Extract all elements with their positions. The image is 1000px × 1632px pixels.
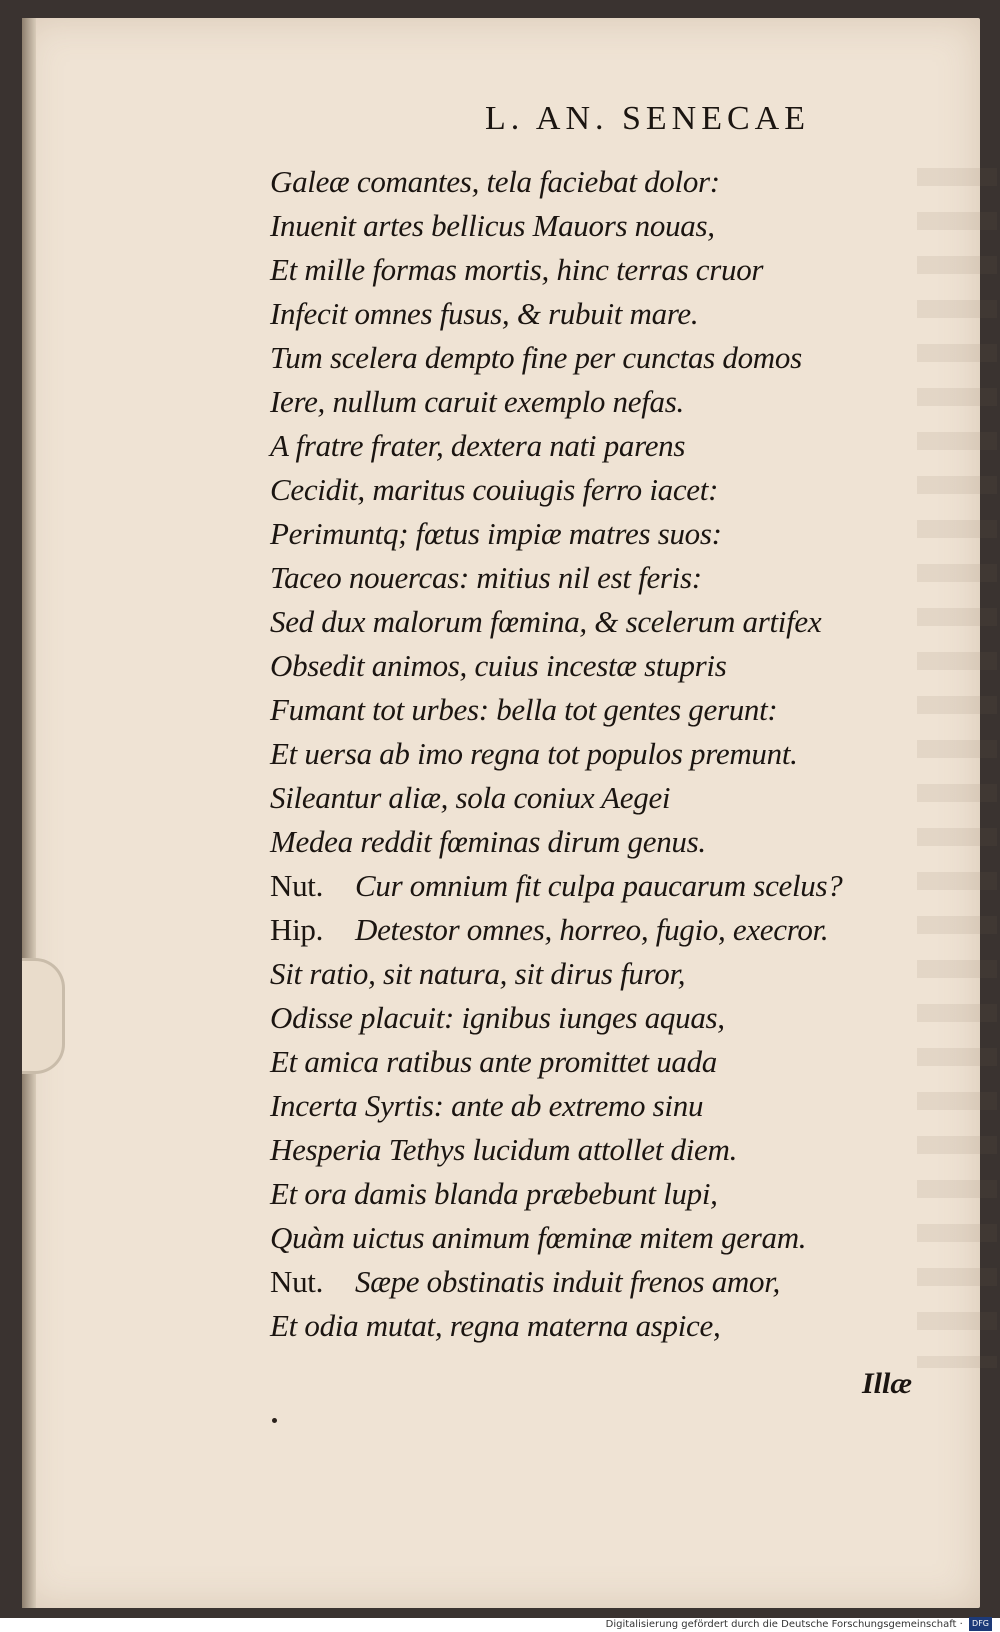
verse-line <box>270 952 910 996</box>
verse-line <box>270 512 910 556</box>
verse-text: Odisse placuit: ignibus iunges aquas, <box>270 1000 725 1035</box>
verse-line <box>270 160 910 204</box>
verse-text: Hesperia Tethys lucidum attollet diem. <box>270 1132 738 1167</box>
verse-text: Taceo nouercas: mitius nil est feris: <box>270 560 702 595</box>
verse-line <box>270 556 910 600</box>
verse-text: Et odia mutat, regna materna aspice, <box>270 1308 721 1343</box>
verse-line <box>270 908 910 952</box>
verse-text: Et mille formas mortis, hinc terras cruor <box>270 252 764 287</box>
verse-line <box>270 248 910 292</box>
verse-text: Detestor omnes, horreo, fugio, execror. <box>355 912 829 947</box>
ink-show-through <box>917 168 997 1368</box>
verse-line <box>270 336 910 380</box>
digitization-footer <box>606 1617 992 1631</box>
speaker-label: Hip. <box>270 912 324 947</box>
verse-text: Sileantur aliæ, sola coniux Aegei <box>270 780 671 815</box>
verse-text: Sed dux malorum fœmina, & scelerum artifex <box>270 604 822 639</box>
verse-text: Obsedit animos, cuius incestæ stupris <box>270 648 727 683</box>
verse-line <box>270 1172 910 1216</box>
page-clip <box>22 958 65 1074</box>
verse-line <box>270 292 910 336</box>
verse-line <box>270 1128 910 1172</box>
speaker-label: Nut. <box>270 868 324 903</box>
footer-separator: · <box>956 1619 967 1630</box>
verse-text: Infecit omnes fusus, & rubuit mare. <box>270 296 699 331</box>
verse-line <box>270 1216 910 1260</box>
verse-line <box>270 688 910 732</box>
verse-line <box>270 996 910 1040</box>
verse-line <box>270 732 910 776</box>
verse-line <box>270 204 910 248</box>
verse-text: Quàm uictus animum fœminæ mitem geram. <box>270 1220 807 1255</box>
running-title: L. AN. SENECAE <box>485 100 810 137</box>
footer-text: Digitalisierung gefördert durch die Deutsche Forschungsgemeinschaft <box>605 1619 957 1630</box>
verse-line <box>270 776 910 820</box>
verse-text: Medea reddit fœminas dirum genus. <box>270 824 706 859</box>
dfg-logo: DFG <box>969 1617 992 1631</box>
verse-line <box>270 600 910 644</box>
verse-line <box>270 424 910 468</box>
verse-text: Galeæ comantes, tela faciebat dolor: <box>270 164 720 199</box>
page-gutter-edge <box>22 18 36 1608</box>
verse-line <box>270 864 910 908</box>
verse-line <box>270 1084 910 1128</box>
verse-text: Inuenit artes bellicus Mauors nouas, <box>270 208 715 243</box>
verse-text: Incerta Syrtis: ante ab extremo sinu <box>270 1088 704 1123</box>
verse-text: Sæpe obstinatis induit frenos amor, <box>355 1264 780 1299</box>
speaker-label: Nut. <box>270 1264 324 1299</box>
verse-text: Sit ratio, sit natura, sit dirus furor, <box>270 956 686 991</box>
verse-text: Et uersa ab imo regna tot populos premunt. <box>270 736 798 771</box>
verse-text: Cecidit, maritus couiugis ferro iacet: <box>270 472 719 507</box>
verse-text: Tum scelera dempto fine per cunctas domos <box>270 340 802 375</box>
verse-text: Iere, nullum caruit exemplo nefas. <box>270 384 684 419</box>
ink-dot <box>272 1418 277 1423</box>
verse-line <box>270 1040 910 1084</box>
verse-line <box>270 468 910 512</box>
verse-text: Cur omnium fit culpa paucarum scelus? <box>355 868 843 903</box>
verse-text: Et ora damis blanda præbebunt lupi, <box>270 1176 718 1211</box>
verse-line <box>270 1260 910 1304</box>
catchword: Illæ <box>862 1367 913 1400</box>
verse-line <box>270 820 910 864</box>
verse-text: A fratre frater, dextera nati parens <box>270 428 686 463</box>
verse-text: Perimuntq; fœtus impiæ matres suos: <box>270 516 722 551</box>
verse-text: Fumant tot urbes: bella tot gentes gerunt: <box>270 692 778 727</box>
verse-line <box>270 1304 910 1348</box>
verse-text: Et amica ratibus ante promittet uada <box>270 1044 717 1079</box>
verse-line <box>270 644 910 688</box>
verse-lines <box>270 160 910 1348</box>
verse-line <box>270 380 910 424</box>
